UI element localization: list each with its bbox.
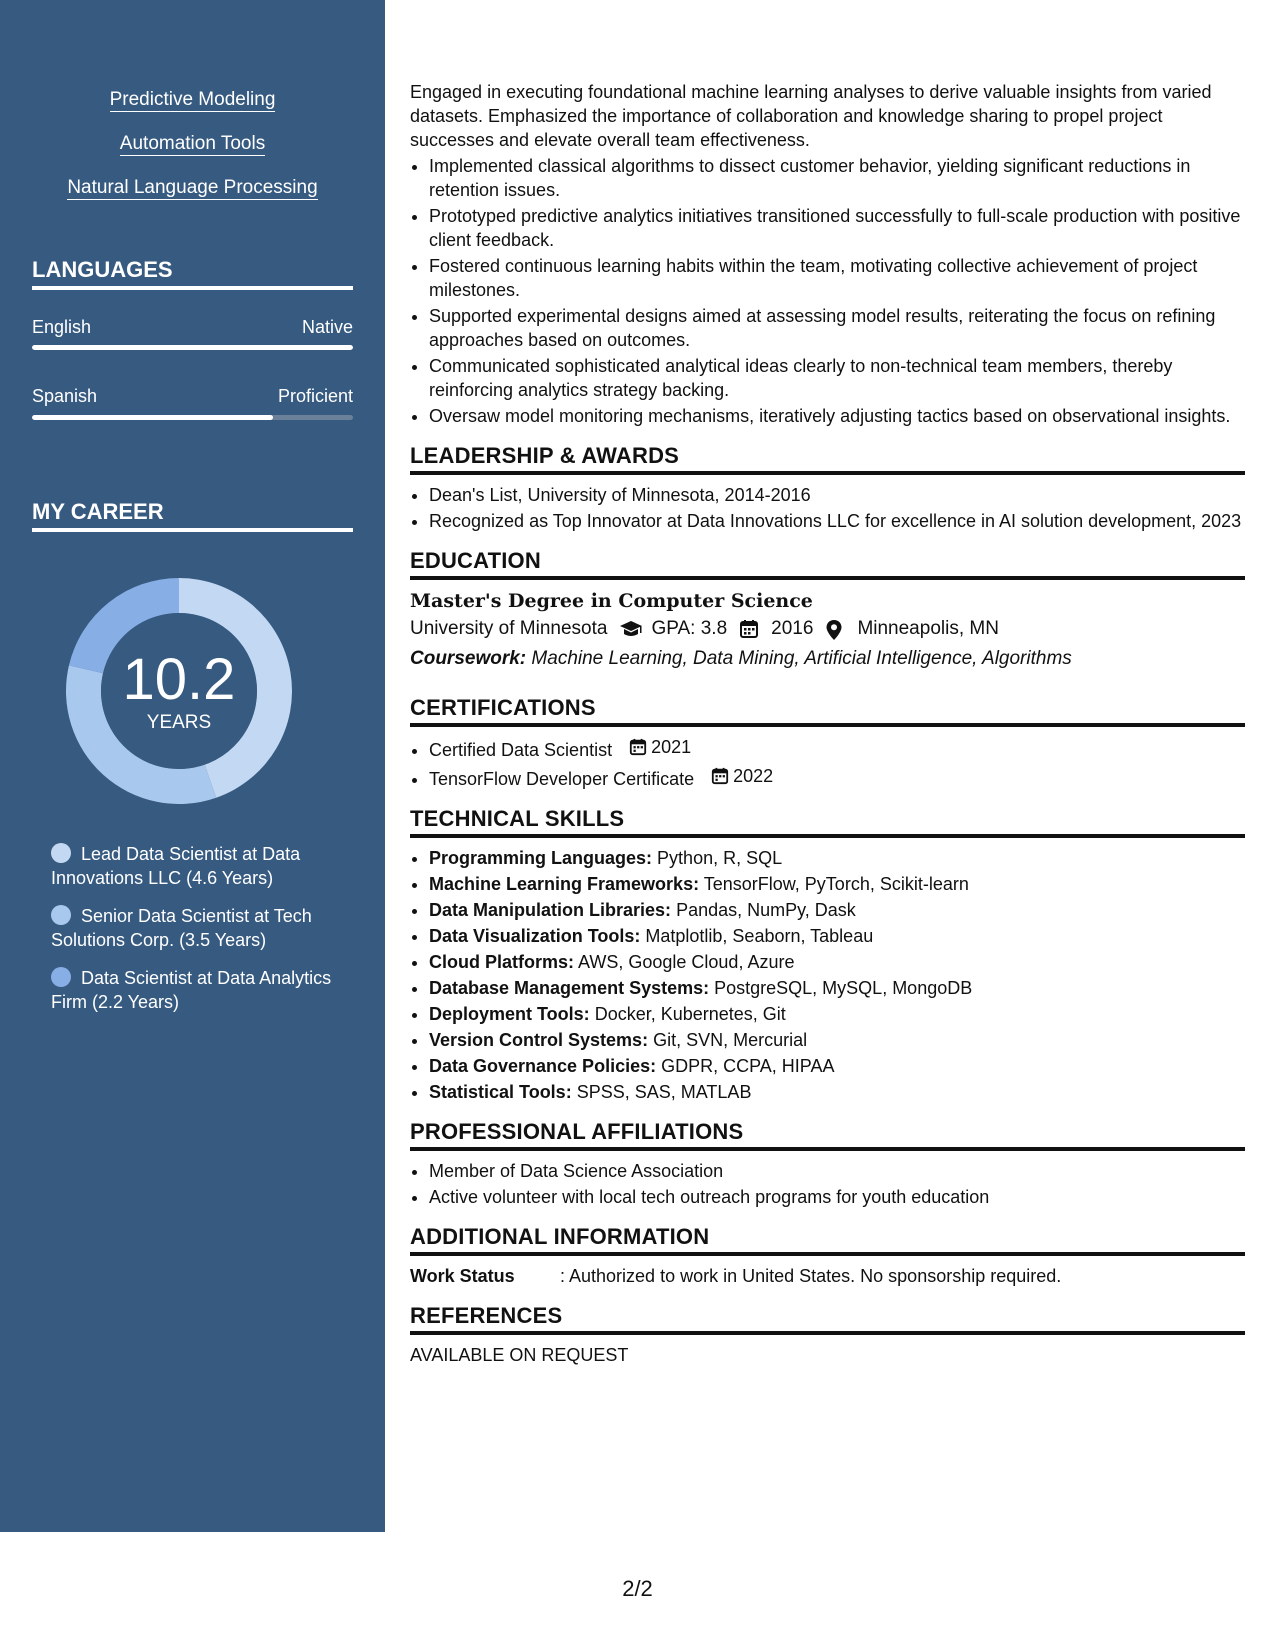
work-status-value: : Authorized to work in United States. No sponsorship required.: [560, 1266, 1062, 1286]
skill-label: Deployment Tools:: [429, 1004, 590, 1024]
certification-name: TensorFlow Developer Certificate: [429, 769, 695, 789]
language-name: English: [32, 317, 92, 337]
skill-value: Docker, Kubernetes, Git: [594, 1004, 786, 1024]
career-item: [51, 904, 351, 952]
affiliations-heading: PROFESSIONAL AFFILIATIONS: [410, 1118, 1245, 1151]
career-item-text: Lead Data Scientist at Data Innovations LLC (4.6 Years): [51, 844, 301, 888]
list-item: [429, 950, 1245, 974]
education-location: Minneapolis, MN: [857, 618, 999, 639]
career-dot-icon: [51, 843, 71, 863]
certification-year: 2021: [651, 737, 692, 757]
list-item: [429, 976, 1245, 1000]
skill-label: Data Governance Policies:: [429, 1056, 657, 1076]
sidebar: [0, 0, 385, 1532]
career-item: [51, 842, 351, 890]
career-heading: MY CAREER: [32, 498, 353, 532]
skill-value: Python, R, SQL: [657, 848, 783, 868]
list-item: [429, 1054, 1245, 1078]
certification-name: Certified Data Scientist: [429, 740, 613, 760]
skill-link[interactable]: Natural Language Processing: [67, 177, 318, 198]
skill-value: Pandas, NumPy, Dask: [676, 900, 856, 920]
degree-title: Master's Degree in Computer Science: [410, 590, 813, 612]
list-item: • Dean's List, University of Minnesota, 2014-2016: [429, 483, 1245, 507]
calendar-icon: [739, 619, 761, 639]
list-item: [429, 764, 1245, 791]
skills-heading: TECHNICAL SKILLS: [410, 805, 1245, 838]
skill-links: [0, 88, 385, 220]
language-bar-fill: [32, 415, 273, 420]
coursework-label: Coursework:: [410, 648, 527, 669]
skills-list: [410, 846, 1245, 1104]
career-dot-icon: [51, 967, 71, 987]
career-item: [51, 966, 351, 1014]
skill-value: AWS, Google Cloud, Azure: [578, 952, 795, 972]
certifications-heading: CERTIFICATIONS: [410, 694, 1245, 727]
career-total: 10.2: [122, 647, 236, 712]
list-item: [429, 1028, 1245, 1052]
career-donut: [66, 578, 292, 804]
language-row-english: [32, 316, 353, 338]
education-heading: EDUCATION: [410, 547, 1245, 580]
skill-label: Database Management Systems:: [429, 978, 710, 998]
skill-value: Matplotlib, Seaborn, Tableau: [645, 926, 874, 946]
page-number: 2/2: [622, 1576, 653, 1601]
list-item: [429, 872, 1245, 896]
skill-label: Programming Languages:: [429, 848, 653, 868]
skill-link[interactable]: Predictive Modeling: [109, 89, 276, 110]
skill-label: Version Control Systems:: [429, 1030, 649, 1050]
language-row-spanish: [32, 385, 353, 407]
list-item: [429, 1080, 1245, 1104]
map-pin-icon: [825, 619, 847, 639]
skill-label: Machine Learning Frameworks:: [429, 874, 700, 894]
list-item: • Communicated sophisticated analytical ideas clearly to non-technical team members, thereby reinforcing analytics strategy backing.: [429, 354, 1245, 402]
list-item: • Recognized as Top Innovator at Data Innovations LLC for excellence in AI solution development, 2023: [429, 509, 1245, 533]
skill-link[interactable]: Automation Tools: [119, 133, 266, 154]
gpa: GPA: 3.8: [651, 618, 728, 639]
certifications-list: [410, 735, 1245, 791]
graduation-cap-icon: [619, 619, 641, 639]
references-text: AVAILABLE ON REQUEST: [410, 1345, 629, 1365]
graduation-year: 2016: [771, 618, 814, 639]
language-name: Spanish: [32, 386, 98, 406]
calendar-icon: [711, 767, 729, 785]
list-item: • Implemented classical algorithms to dissect customer behavior, yielding significant reductions in retention issues.: [429, 154, 1245, 202]
certification-year: 2022: [733, 766, 774, 786]
list-item: • Fostered continuous learning habits within the team, motivating collective achievement of project milestones.: [429, 254, 1245, 302]
skill-value: GDPR, CCPA, HIPAA: [661, 1056, 835, 1076]
skill-value: PostgreSQL, MySQL, MongoDB: [714, 978, 973, 998]
work-status-row: [410, 1264, 1245, 1288]
language-bar-english: [32, 345, 353, 350]
skill-label: Cloud Platforms:: [429, 952, 575, 972]
awards-heading: LEADERSHIP & AWARDS: [410, 442, 1245, 475]
skill-label: Statistical Tools:: [429, 1082, 572, 1102]
list-item: • Supported experimental designs aimed at assessing model results, reiterating the focus on refining approaches based on outcomes.: [429, 304, 1245, 352]
career-unit: YEARS: [146, 712, 212, 733]
list-item: • Prototyped predictive analytics initiatives transitioned successfully to full-scale production with positive client feedback.: [429, 204, 1245, 252]
coursework: [410, 644, 1245, 674]
skill-label: Data Visualization Tools:: [429, 926, 641, 946]
experience-summary: Engaged in executing foundational machine learning analyses to derive valuable insights from varied datasets. Emphasized the importance of collaboration and knowledge sharing to propel project successes and elevate overall team effectiveness.: [410, 82, 1212, 150]
career-donut-label: [66, 578, 292, 804]
school-name: University of Minnesota: [410, 618, 608, 639]
calendar-icon: [629, 738, 647, 756]
list-item: • Oversaw model monitoring mechanisms, iteratively adjusting tactics based on observational insights.: [429, 404, 1245, 428]
language-level: Native: [301, 317, 353, 337]
main-content: [410, 80, 1245, 1367]
languages-heading: LANGUAGES: [32, 256, 353, 290]
language-bar-fill: [32, 345, 353, 350]
career-item-text: Senior Data Scientist at Tech Solutions Corp. (3.5 Years): [51, 906, 312, 950]
list-item: • Active volunteer with local tech outreach programs for youth education: [429, 1185, 1245, 1209]
list-item: [429, 735, 1245, 762]
skill-label: Data Manipulation Libraries:: [429, 900, 672, 920]
list-item: [429, 898, 1245, 922]
additional-heading: ADDITIONAL INFORMATION: [410, 1223, 1245, 1256]
list-item: [429, 846, 1245, 870]
coursework-value: Machine Learning, Data Mining, Artificial Intelligence, Algorithms: [531, 648, 1072, 669]
affiliations-list: [410, 1159, 1245, 1209]
awards-list: [410, 483, 1245, 533]
references-heading: REFERENCES: [410, 1302, 1245, 1335]
skill-value: SPSS, SAS, MATLAB: [576, 1082, 752, 1102]
skill-value: Git, SVN, Mercurial: [653, 1030, 808, 1050]
education-meta: [410, 614, 1245, 644]
career-dot-icon: [51, 905, 71, 925]
list-item: [429, 1002, 1245, 1026]
experience-bullets: [410, 154, 1245, 428]
list-item: [429, 924, 1245, 948]
language-bar-spanish: [32, 415, 353, 420]
list-item: • Member of Data Science Association: [429, 1159, 1245, 1183]
career-item-text: Data Scientist at Data Analytics Firm (2.2 Years): [51, 968, 332, 1012]
skill-value: TensorFlow, PyTorch, Scikit-learn: [703, 874, 969, 894]
language-level: Proficient: [277, 386, 353, 406]
work-status-label: Work Status: [410, 1266, 515, 1286]
